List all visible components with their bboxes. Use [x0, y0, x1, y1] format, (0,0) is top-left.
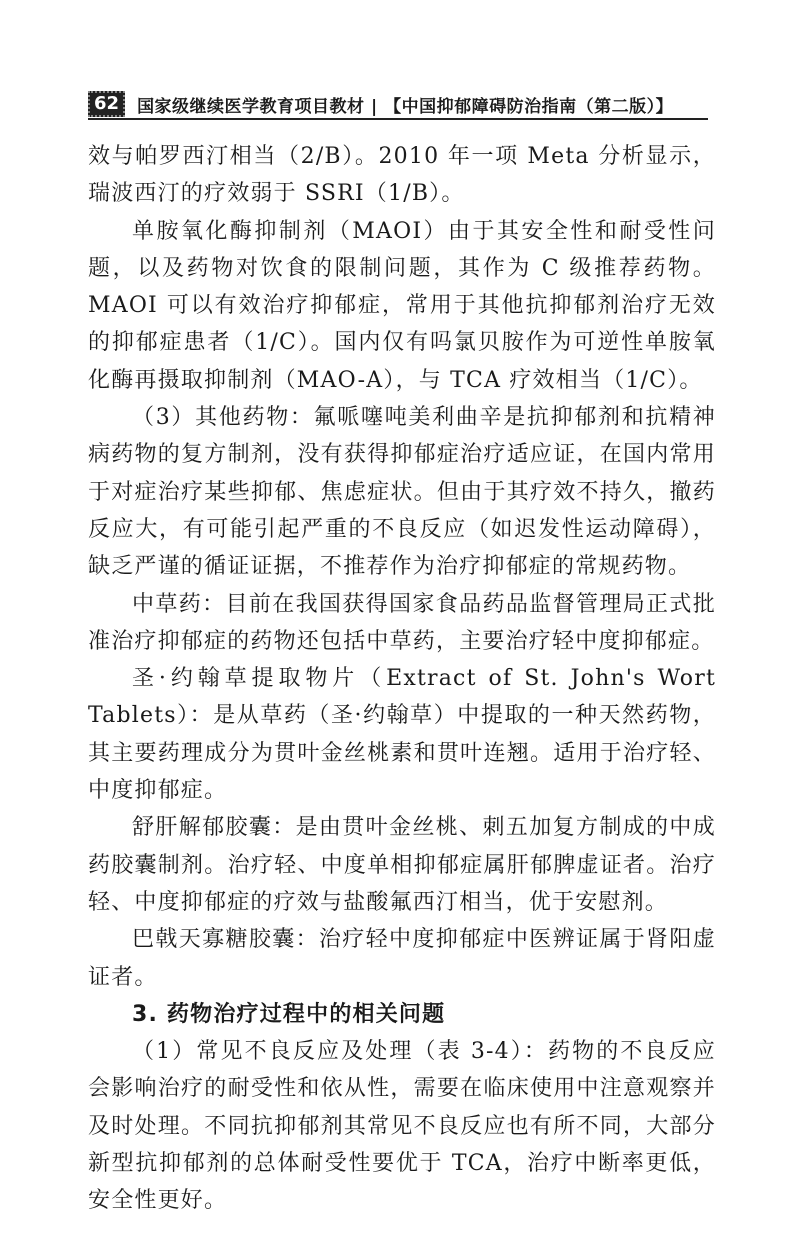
paragraph-herbal: 中草药：目前在我国获得国家食品药品监督管理局正式批准治疗抑郁症的药物还包括中草药，主要治疗轻中度抑郁症。	[88, 591, 716, 654]
running-header	[88, 90, 708, 120]
header-title: 国家级继续医学教育项目教材 | 【中国抑郁障碍防治指南（第二版）】	[137, 96, 674, 117]
paragraph-reboxetine: 效与帕罗西汀相当（2/B）。2010 年一项 Meta 分析显示，瑞波西汀的疗效弱于 SSRI（1/B）。	[88, 144, 716, 207]
paragraph-st-johns-wort: 圣·约翰草提取物片（Extract of St. John's Wort Tablets）：是从草药（圣·约翰草）中提取的一种天然药物，其主要药理成分为贯叶金丝桃素和贯叶连翘。适用于治疗轻、中度抑郁症。	[88, 666, 716, 804]
page-number: 62	[88, 91, 125, 117]
paragraph-other-drugs: （3）其他药物：氟哌噻吨美利曲辛是抗抑郁剂和抗精神病药物的复方制剂，没有获得抑郁症治疗适应证，在国内常用于对症治疗某些抑郁、焦虑症状。但由于其疗效不持久，撤药反应大，有可能引起严重的不良反应（如迟发性运动障碍），缺乏严谨的循证证据，不推荐作为治疗抑郁症的常规药物。	[88, 405, 716, 580]
paragraph-shugan-jieyu: 舒肝解郁胶囊：是由贯叶金丝桃、刺五加复方制成的中成药胶囊制剂。治疗轻、中度单相抑郁症属肝郁脾虚证者。治疗轻、中度抑郁症的疗效与盐酸氟西汀相当，优于安慰剂。	[88, 815, 716, 915]
paragraph-bajitian: 巴戟天寡糖胶囊：治疗轻中度抑郁症中医辨证属于肾阳虚证者。	[88, 927, 716, 990]
paragraph-adverse-reactions: （1）常见不良反应及处理（表 3-4）：药物的不良反应会影响治疗的耐受性和依从性，需要在临床使用中注意观察并及时处理。不同抗抑郁剂其常见不良反应也有所不同，大部分新型抗抑郁剂的总体耐受性要优于 TCA，治疗中断率更低，安全性更好。	[88, 1039, 716, 1214]
body-text	[88, 138, 716, 1220]
section-heading: 3. 药物治疗过程中的相关问题	[132, 1001, 446, 1027]
paragraph-maoi: 单胺氧化酶抑制剂（MAOI）由于其安全性和耐受性问题，以及药物对饮食的限制问题，其作为 C 级推荐药物。MAOI 可以有效治疗抑郁症，常用于其他抗抑郁剂治疗无效的抑郁症患者（1/C）。国内仅有吗氯贝胺作为可逆性单胺氧化酶再摄取抑制剂（MAO-A），与 TCA 疗效相当（1/C）。	[88, 218, 716, 393]
